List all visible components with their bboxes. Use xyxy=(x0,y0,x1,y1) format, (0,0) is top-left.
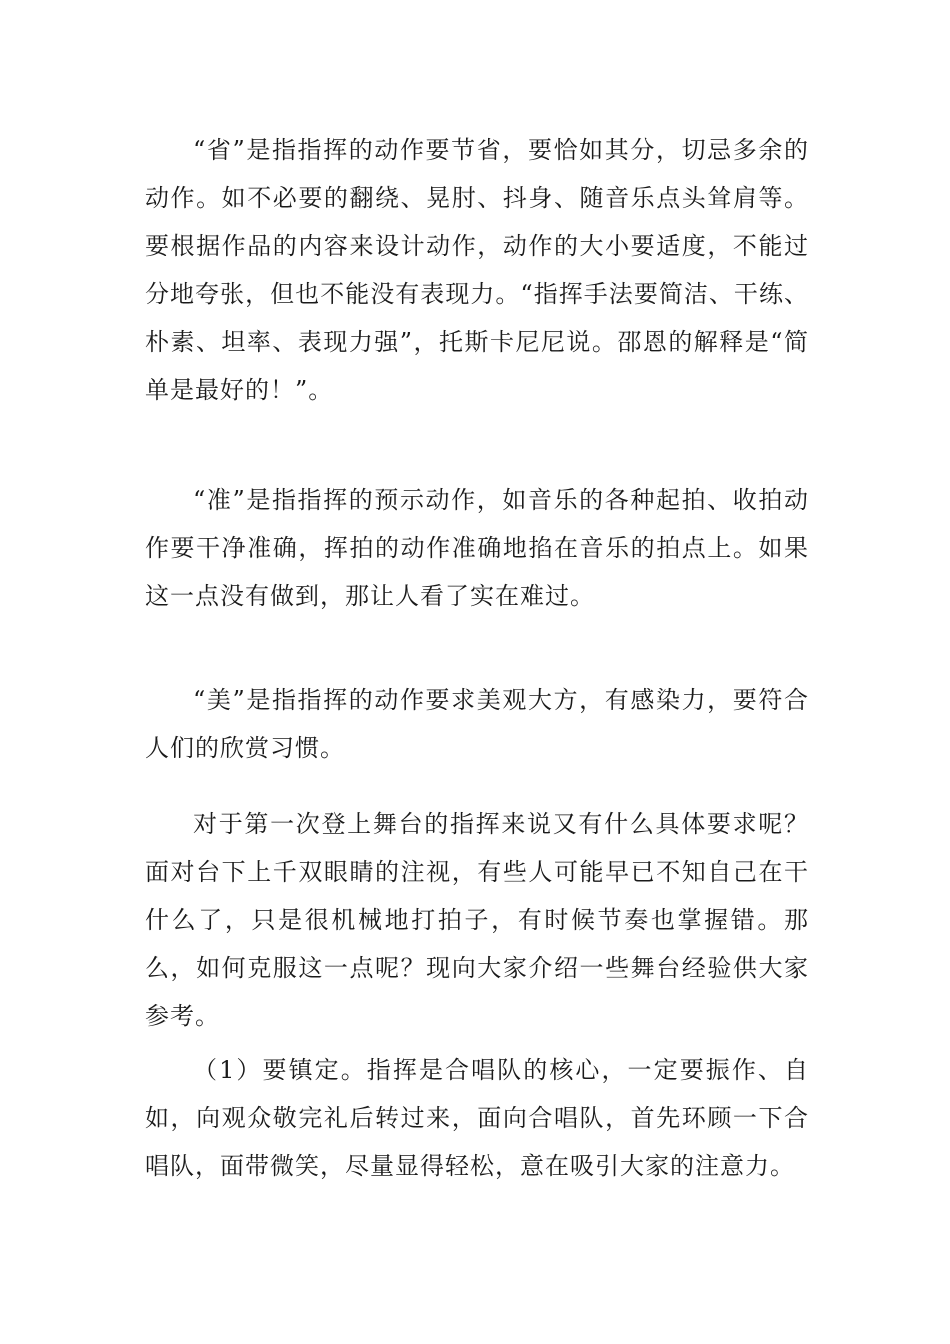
paragraph-tip-1-composure: （1）要镇定。指挥是合唱队的核心，一定要振作、自如，向观众敬完礼后转过来，面向合唱队，首先环顾一下合唱队，面带微笑，尽量显得轻松，意在吸引大家的注意力。 xyxy=(145,1056,809,1180)
paragraph-mei: “美”是指指挥的动作要求美观大方，有感染力，要符合人们的欣赏习惯。 xyxy=(145,686,809,762)
paragraph-zhun: “准”是指指挥的预示动作，如音乐的各种起拍、收拍动作要干净准确，挥拍的动作准确地掐在音乐的拍点上。如果这一点没有做到，那让人看了实在难过。 xyxy=(145,486,809,610)
paragraph-sheng: “省”是指指挥的动作要节省，要恰如其分，切忌多余的动作。如不必要的翻绕、晃肘、抖身、随音乐点头耸肩等。要根据作品的内容来设计动作，动作的大小要适度，不能过分地夸张，但也不能没有表现力。“指挥手法要简洁、干练、朴素、坦率、表现力强”，托斯卡尼尼说。邵恩的解释是“简单是最好的！”。 xyxy=(145,136,809,404)
paragraph-first-time-conductor: 对于第一次登上舞台的指挥来说又有什么具体要求呢？面对台下上千双眼睛的注视，有些人可能早已不知自己在干什么了，只是很机械地打拍子，有时候节奏也掌握错。那么，如何克服这一点呢？现向大家介绍一些舞台经验供大家参考。 xyxy=(145,810,809,1030)
